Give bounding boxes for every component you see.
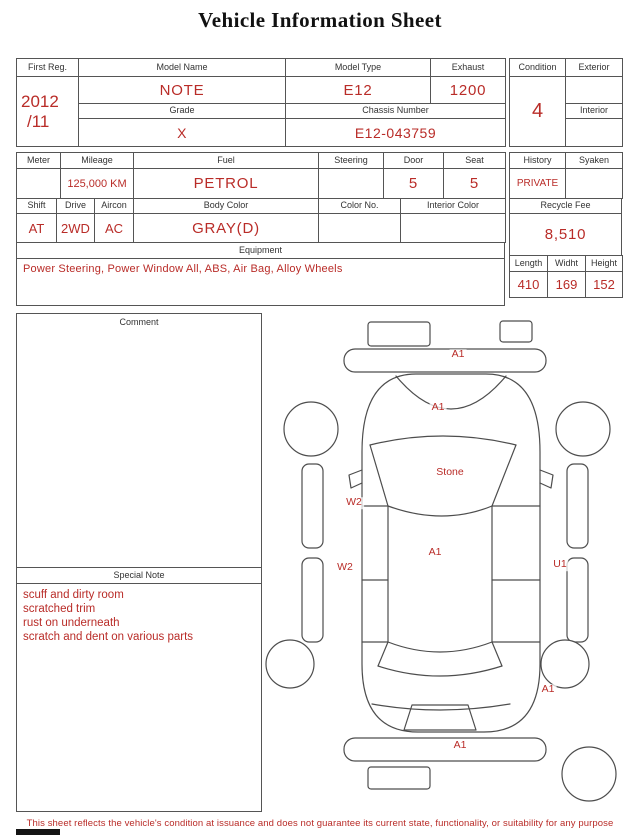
details-row2-table xyxy=(16,198,506,243)
history-label: History xyxy=(510,153,566,169)
damage-mark: A1 xyxy=(541,683,555,696)
chassis-number-value: E12-043759 xyxy=(286,119,506,147)
scan-artifact-bar xyxy=(16,829,60,835)
details-right-stack xyxy=(509,152,623,298)
interior-color-label: Interior Color xyxy=(401,199,506,214)
special-note-line: scuff and dirty room xyxy=(23,589,124,601)
special-note-text xyxy=(17,584,261,648)
details-row1-table xyxy=(16,152,506,199)
special-note-label: Special Note xyxy=(17,568,261,584)
first-reg-label: First Reg. xyxy=(17,59,79,77)
equipment-table xyxy=(16,242,505,306)
disclaimer-text: This sheet reflects the vehicle's condition at issuance and does not guarantee its current state, functionality, or suitability for any purpose xyxy=(26,818,614,829)
comment-box xyxy=(16,313,262,568)
special-note-line: scratch and dent on various parts xyxy=(23,631,194,644)
aircon-value: AC xyxy=(95,214,134,243)
special-note-line: scratched trim xyxy=(23,603,96,616)
grade-value: X xyxy=(79,119,286,147)
drive-value: 2WD xyxy=(57,214,95,243)
comment-label: Comment xyxy=(119,317,159,327)
body-color-label: Body Color xyxy=(134,199,319,214)
special-note-box xyxy=(16,567,262,812)
mileage-value: 125,000 KM xyxy=(61,169,134,199)
details-section xyxy=(16,152,623,306)
special-note-line: rust on underneath xyxy=(23,617,120,630)
exterior-label: Exterior xyxy=(566,59,623,77)
grade-label: Grade xyxy=(79,104,286,119)
width-value: 169 xyxy=(548,272,586,298)
first-reg-value xyxy=(17,77,79,147)
fuel-label: Fuel xyxy=(134,153,319,169)
recycle-fee-value: 8,510 xyxy=(510,214,622,256)
damage-mark: A1 xyxy=(453,739,467,752)
length-value: 410 xyxy=(510,272,548,298)
syaken-value xyxy=(566,169,623,199)
dimensions-table xyxy=(509,255,623,298)
meter-label: Meter xyxy=(17,153,61,169)
damage-mark: W2 xyxy=(337,561,353,574)
damage-mark: A1 xyxy=(428,546,442,559)
door-label: Door xyxy=(384,153,444,169)
shift-label: Shift xyxy=(17,199,57,214)
condition-table xyxy=(509,58,623,147)
history-table xyxy=(509,152,623,199)
interior-color-value xyxy=(401,214,506,243)
model-name-label: Model Name xyxy=(79,59,286,77)
comment-text xyxy=(17,327,261,335)
aircon-label: Aircon xyxy=(95,199,134,214)
width-label: Widht xyxy=(548,256,586,272)
equipment-label: Equipment xyxy=(17,243,505,259)
seat-value: 5 xyxy=(444,169,506,199)
exhaust-value: 1200 xyxy=(431,77,506,104)
mileage-label: Mileage xyxy=(61,153,134,169)
damage-mark: W2 xyxy=(346,496,362,509)
fuel-value: PETROL xyxy=(134,169,319,199)
damage-mark: A1 xyxy=(431,401,445,414)
length-label: Length xyxy=(510,256,548,272)
steering-label: Steering xyxy=(319,153,384,169)
exhaust-label: Exhaust xyxy=(431,59,506,77)
damage-mark: Stone xyxy=(436,466,464,479)
exterior-value xyxy=(566,77,623,104)
page-title: Vehicle Information Sheet xyxy=(198,8,442,32)
recycle-fee-table xyxy=(509,198,622,256)
first-reg-year: 2012 xyxy=(21,92,59,112)
model-type-label: Model Type xyxy=(286,59,431,77)
damage-mark: A1 xyxy=(451,348,465,361)
chassis-number-label: Chassis Number xyxy=(286,104,506,119)
meter-value xyxy=(17,169,61,199)
color-no-value xyxy=(319,214,401,243)
registration-table xyxy=(16,58,506,147)
drive-label: Drive xyxy=(57,199,95,214)
history-value: PRIVATE xyxy=(510,169,566,199)
damage-mark: U1 xyxy=(553,558,567,571)
car-outline-drawing xyxy=(264,312,624,812)
details-left-stack xyxy=(16,152,506,306)
model-type-value: E12 xyxy=(286,77,431,104)
interior-value xyxy=(566,119,623,147)
equipment-value: Power Steering, Power Window All, ABS, Air Bag, Alloy Wheels xyxy=(17,259,505,306)
condition-label: Condition xyxy=(510,59,566,77)
height-value: 152 xyxy=(586,272,623,298)
height-label: Height xyxy=(586,256,623,272)
interior-label: Interior xyxy=(566,104,623,119)
body-color-value: GRAY(D) xyxy=(134,214,319,243)
shift-value: AT xyxy=(17,214,57,243)
color-no-label: Color No. xyxy=(319,199,401,214)
seat-label: Seat xyxy=(444,153,506,169)
steering-value xyxy=(319,169,384,199)
condition-value: 4 xyxy=(510,77,566,147)
syaken-label: Syaken xyxy=(566,153,623,169)
recycle-fee-label: Recycle Fee xyxy=(510,199,622,214)
first-reg-month: /11 xyxy=(27,111,50,131)
model-name-value: NOTE xyxy=(79,77,286,104)
registration-section xyxy=(16,58,623,147)
door-value: 5 xyxy=(384,169,444,199)
car-damage-diagram xyxy=(264,312,624,812)
